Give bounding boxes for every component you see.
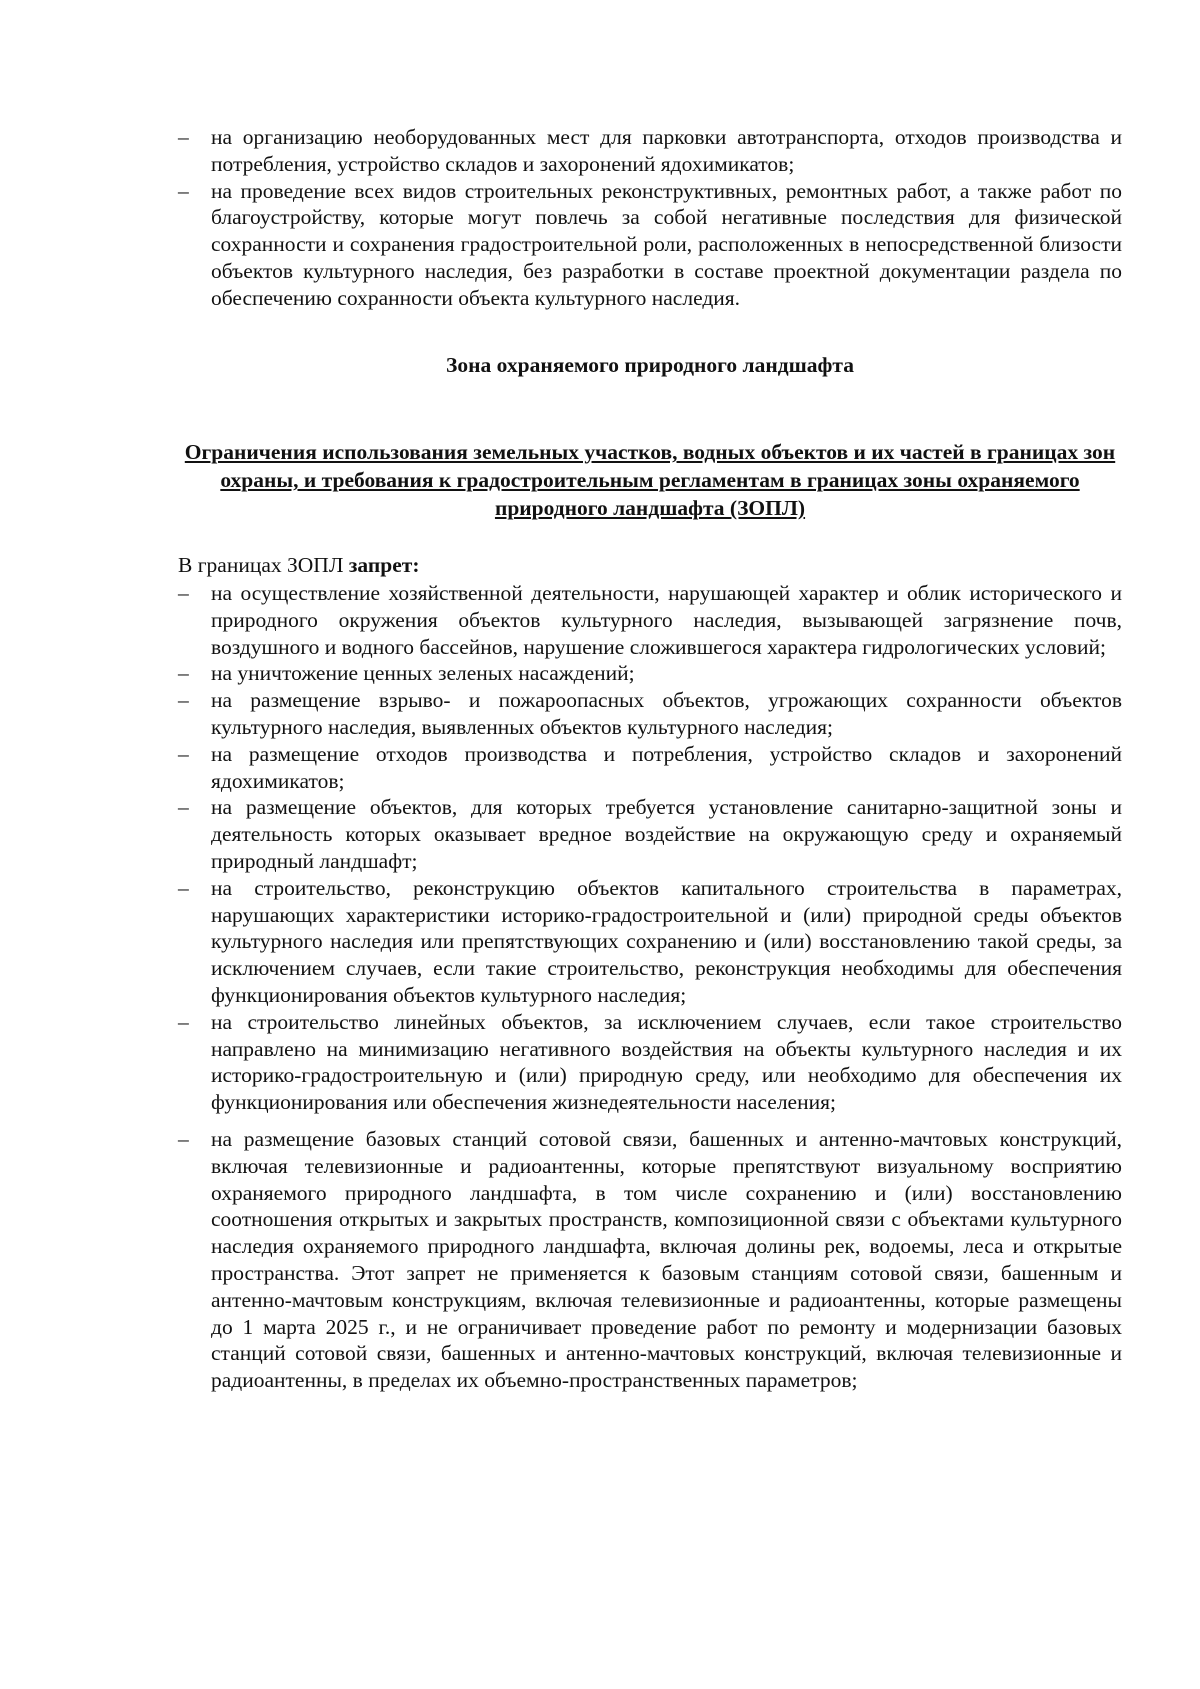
dash-marker: –: [178, 688, 189, 713]
list-item: [178, 1126, 1122, 1394]
dash-marker: –: [178, 581, 189, 605]
zopl-restrictions-list: [178, 580, 1122, 1394]
list-item: [178, 741, 1122, 795]
list-item: [178, 178, 1122, 312]
dash-marker: –: [178, 178, 189, 203]
list-item-text: на размещение взрыво- и пожароопасных объектов, угрожающих сохранности объектов культурного наследия, выявленных объектов культурного наследия;: [211, 688, 1122, 739]
list-item-text: на размещение базовых станций сотовой связи, башенных и антенно-мачтовых конструкций, включая телевизионные и радиоантенны, которые препятствуют визуальному восприятию охраняемого природного ландшафта, в том числе сохранению и (или) восстановлению соотношения открытых и закрытых пространств, композиционной связи с объектами культурного наследия охраняемого природного ландшафта, включая долины рек, водоемы, леса и открытые пространства. Этот запрет не применяется к базовым станциям сотовой связи, башенным и антенно-мачтовым конструкциям, включая телевизионные и радиоантенны, которые размещены до 1 марта 2025 г., и не ограничивает проведение работ по ремонту и модернизации базовых станций сотовой связи, башенных и антенно-мачтовых конструкций, включая телевизионные и радиоантенны, в пределах их объемно-пространственных параметров;: [211, 1126, 1122, 1393]
zopl-intro: [178, 552, 1122, 579]
list-item-text: на организацию необорудованных мест для парковки автотранспорта, отходов производства и потребления, устройство складов и захоронений ядохимикатов;: [211, 125, 1122, 176]
dash-marker: –: [178, 661, 189, 686]
top-restrictions-list: [178, 124, 1122, 312]
list-item-text: на размещение отходов производства и потребления, устройство складов и захоронений ядохимикатов;: [211, 741, 1122, 793]
intro-bold: запрет:: [348, 553, 420, 577]
dash-marker: –: [178, 795, 189, 820]
list-item: [178, 580, 1122, 660]
dash-marker: –: [178, 1009, 189, 1034]
list-item: [178, 875, 1122, 1009]
list-item: [178, 794, 1122, 874]
zone-heading: Зона охраняемого природного ландшафта: [446, 353, 854, 377]
list-item-text: на строительство, реконструкцию объектов капитального строительства в параметрах, нарушающих характеристики историко-градостроительной и (или) природной среды объектов культурного наследия или препятствующих сохранению и (или) восстановлению такой среды, за исключением случаев, если такие строительство, реконструкция необходимы для обеспечения функционирования объектов культурного наследия;: [211, 875, 1122, 1007]
dash-marker: –: [178, 741, 189, 766]
dash-marker: –: [178, 1126, 189, 1151]
list-item-text: на размещение объектов, для которых требуется установление санитарно-защитной зоны и деятельность которых оказывает вредное воздействие на окружающую среду и охраняемый природный ландшафт;: [211, 795, 1122, 873]
list-item-text: на проведение всех видов строительных реконструктивных, ремонтных работ, а также работ по благоустройству, которые могут повлечь за собой негативные последствия для физической сохранности и сохранения градостроительной роли, расположенных в непосредственной близости объектов культурного наследия, без разработки в составе проектной документации раздела по обеспечению сохранности объекта культурного наследия.: [211, 178, 1122, 310]
list-item: [178, 1009, 1122, 1116]
list-item-text: на уничтожение ценных зеленых насаждений;: [211, 661, 635, 686]
list-item: [178, 660, 1122, 687]
list-item: [178, 687, 1122, 741]
dash-marker: –: [178, 125, 189, 149]
list-item-text: на осуществление хозяйственной деятельности, нарушающей характер и облик исторического и природного окружения объектов культурного наследия, вызывающей загрязнение почв, воздушного и водного бассейнов, нарушение сложившегося характера гидрологических условий;: [211, 581, 1122, 659]
intro-prefix: В границах ЗОПЛ: [178, 553, 349, 577]
restrictions-heading: Ограничения использования земельных участков, водных объектов и их частей в границах зон охраны, и требования к градостроительным регламентам в границах зоны охраняемого природного ландшафта (ЗОПЛ): [184, 440, 1116, 520]
list-item-text: на строительство линейных объектов, за исключением случаев, если такое строительство направлено на минимизацию негативного воздействия на объекты культурного наследия и их историко-градостроительную и (или) природную среду, или необходимо для обеспечения их функционирования или обеспечения жизнедеятельности населения;: [211, 1009, 1122, 1115]
list-item: [178, 124, 1122, 178]
dash-marker: –: [178, 875, 189, 900]
